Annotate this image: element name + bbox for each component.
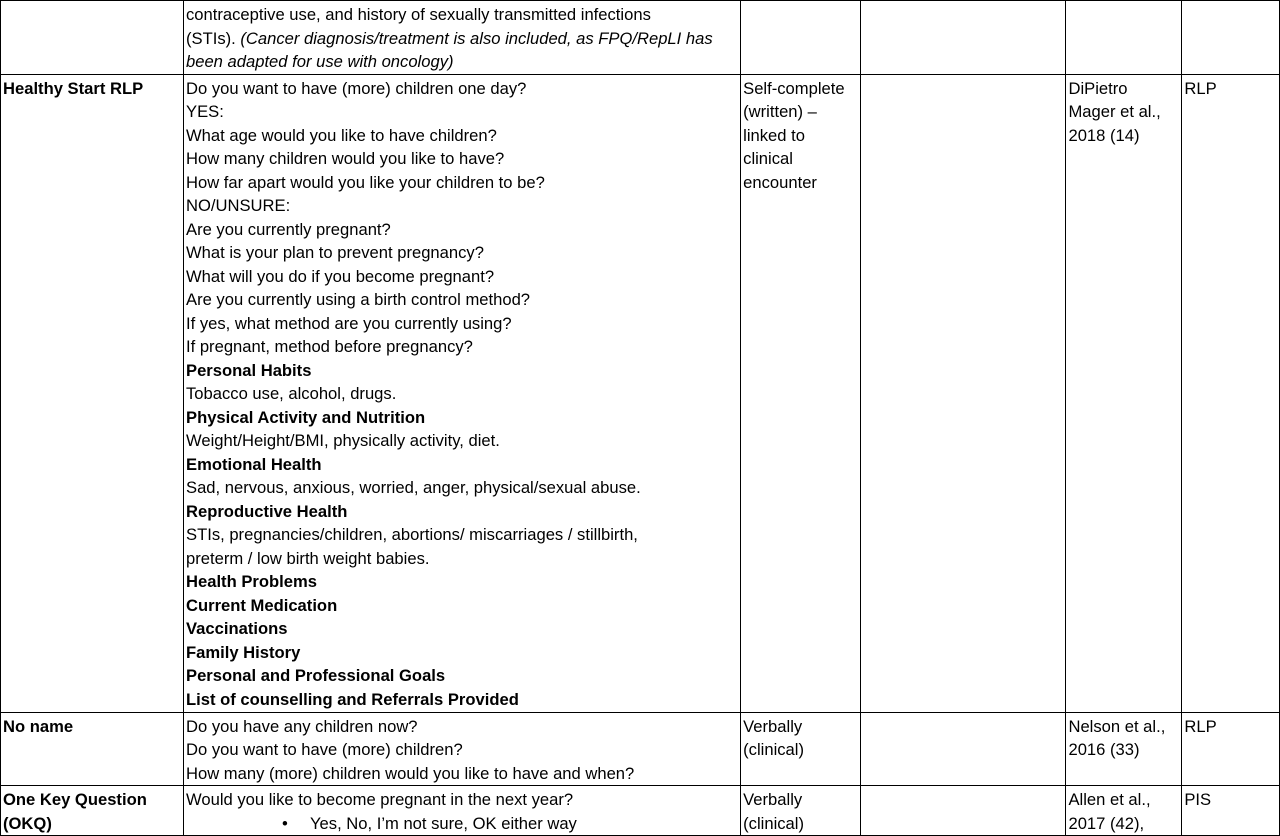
question-line: Are you currently pregnant? <box>186 219 391 239</box>
blank-cell <box>861 74 1066 712</box>
reference-line: DiPietro <box>1068 78 1128 98</box>
blank-cell <box>861 712 1066 786</box>
reference-cell <box>1066 1 1182 75</box>
tool-name-cell <box>1 786 184 836</box>
type-label: RLP <box>1184 78 1217 98</box>
reference-cell <box>1066 74 1182 712</box>
type-label: PIS <box>1184 790 1212 809</box>
questions-cell <box>184 786 741 836</box>
reference-line: Nelson et al., <box>1068 716 1166 736</box>
question-line: been adapted for use with oncology) <box>186 52 454 71</box>
reference-line: 2018 (14) <box>1068 125 1140 145</box>
question-line: Tobacco use, alcohol, drugs. <box>186 384 397 403</box>
section-heading: Family History <box>186 642 301 662</box>
mode-line: (clinical) <box>743 740 804 759</box>
question-line: Do you have any children now? <box>186 716 418 736</box>
type-label: RLP <box>1184 716 1217 736</box>
question-line: NO/UNSURE: <box>186 196 291 215</box>
question-line: How many (more) children would you like to have and when? <box>186 763 635 783</box>
reference-line: 2016 (33) <box>1068 740 1140 759</box>
questions-cell <box>184 74 741 712</box>
table-row <box>1 74 1280 712</box>
question-line: YES: <box>186 102 224 121</box>
table-row <box>1 712 1280 786</box>
question-line: How many children would you like to have? <box>186 149 505 168</box>
mode-line: Verbally <box>743 716 803 736</box>
section-heading: List of counselling and Referrals Provided <box>186 689 519 709</box>
mode-line: Self-complete <box>743 78 845 98</box>
tool-name-cell <box>1 712 184 786</box>
mode-cell <box>741 786 861 836</box>
question-line: How far apart would you like your children to be? <box>186 172 545 192</box>
mode-cell <box>741 712 861 786</box>
reference-cell <box>1066 786 1182 836</box>
question-line: Do you want to have (more) children? <box>186 740 463 759</box>
tool-name-cell <box>1 74 184 712</box>
section-heading: Health Problems <box>186 572 317 591</box>
type-cell <box>1182 1 1280 75</box>
question-line: What is your plan to prevent pregnancy? <box>186 243 484 262</box>
reference-line: 2017 (42), <box>1068 813 1145 833</box>
tool-name: No name <box>3 716 74 736</box>
question-line: What will you do if you become pregnant? <box>186 266 495 286</box>
tool-name: Healthy Start RLP <box>3 78 144 98</box>
type-cell <box>1182 786 1280 836</box>
questions-cell <box>184 1 741 75</box>
question-line: Weight/Height/BMI, physically activity, diet. <box>186 431 500 450</box>
tool-name: (OKQ) <box>3 813 52 833</box>
section-heading: Vaccinations <box>186 619 288 638</box>
reference-cell <box>1066 712 1182 786</box>
mode-line: linked to <box>743 125 805 145</box>
question-line: If pregnant, method before pregnancy? <box>186 337 473 356</box>
table-row <box>1 786 1280 836</box>
section-heading: Personal and Professional Goals <box>186 666 446 685</box>
question-line: (STIs). (Cancer diagnosis/treatment is also included, as FPQ/RepLI has <box>186 28 713 48</box>
tool-name: One Key Question <box>3 790 147 809</box>
bullet-icon: • <box>282 813 288 833</box>
mode-line: clinical <box>743 149 793 168</box>
reference-line: Mager et al., <box>1068 102 1161 121</box>
bullet-item: • Yes, No, I’m not sure, OK either way <box>186 812 738 836</box>
question-line: Would you like to become pregnant in the next year? <box>186 790 574 809</box>
mode-line: encounter <box>743 172 817 192</box>
mode-line: Verbally <box>743 790 803 809</box>
type-cell <box>1182 74 1280 712</box>
table-row <box>1 1 1280 75</box>
question-line: preterm / low birth weight babies. <box>186 548 430 568</box>
blank-cell <box>861 1 1066 75</box>
reference-line: Allen et al., <box>1068 790 1151 809</box>
type-cell <box>1182 712 1280 786</box>
blank-cell <box>861 786 1066 836</box>
question-line: contraceptive use, and history of sexually transmitted infections <box>186 5 651 24</box>
section-heading: Physical Activity and Nutrition <box>186 407 426 427</box>
section-heading: Reproductive Health <box>186 501 348 521</box>
question-line: Sad, nervous, anxious, worried, anger, physical/sexual abuse. <box>186 478 641 497</box>
questions-cell <box>184 712 741 786</box>
section-heading: Current Medication <box>186 595 338 615</box>
section-heading: Personal Habits <box>186 360 312 380</box>
mode-line: (clinical) <box>743 813 804 833</box>
question-line: If yes, what method are you currently using? <box>186 313 512 333</box>
mode-cell <box>741 1 861 75</box>
mode-cell <box>741 74 861 712</box>
section-heading: Emotional Health <box>186 454 322 474</box>
question-line: STIs, pregnancies/children, abortions/ miscarriages / stillbirth, <box>186 525 638 544</box>
tool-name-cell <box>1 1 184 75</box>
question-line: Are you currently using a birth control method? <box>186 290 531 309</box>
question-line: What age would you like to have children? <box>186 125 497 145</box>
question-line: Do you want to have (more) children one day? <box>186 78 527 98</box>
mode-line: (written) – <box>743 102 817 121</box>
